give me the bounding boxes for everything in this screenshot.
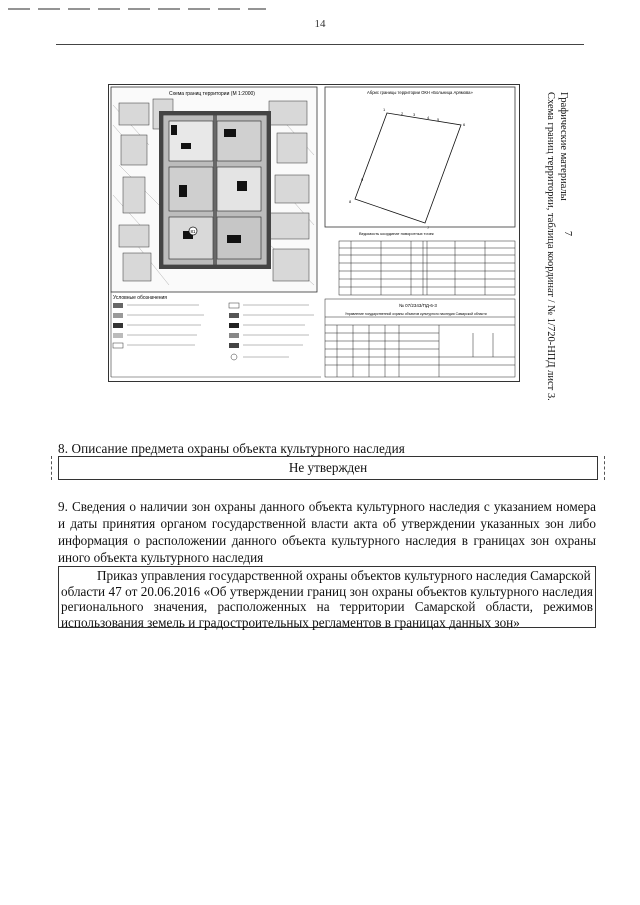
- section-8-heading: 8. Описание предмета охраны объекта культурного наследия: [58, 441, 405, 456]
- stamp-code: № 07/2343/ПД-6-3: [399, 303, 437, 308]
- section-8-value: Не утвержден: [288, 460, 368, 475]
- coords-table-title: Ведомость координат поворотных точек: [359, 231, 434, 236]
- svg-text:7: 7: [427, 225, 430, 230]
- section-9-value-line1: Приказ управления государственной охраны объектов культурного наследия Самарской: [97, 568, 591, 583]
- section-8-value-box: [58, 456, 598, 480]
- side-caption: [544, 92, 570, 401]
- svg-text:6: 6: [463, 122, 466, 127]
- box-edge-left: [51, 456, 58, 480]
- svg-text:1: 1: [383, 107, 386, 112]
- main-map-title: Схема границ территории (М 1:2000): [169, 91, 255, 97]
- svg-text:9: 9: [361, 177, 364, 182]
- inset-title: Абрис границы территории ОКН «Больница Арямова»: [367, 90, 473, 95]
- stamp-org: Управление государственной охраны объектов культурного наследия Самарской области: [345, 312, 487, 316]
- section-9-value-box: [58, 566, 596, 628]
- section-9-value-rest: области 47 от 20.06.2016 «Об утверждении границ зон охраны объектов культурного наследия регионального значения, расположенных на территории Самарской области, режимов использования земель и градостроительных регламентов в границах данных зон»: [61, 583, 593, 630]
- legend-title: Условные обозначения: [113, 295, 168, 301]
- svg-text:5: 5: [437, 117, 440, 122]
- page-number: 14: [314, 18, 326, 30]
- top-dash-marks: [8, 6, 268, 12]
- svg-text:4: 4: [427, 115, 430, 120]
- plan-svg: [109, 85, 519, 381]
- boundary-plan-drawing: [108, 84, 520, 382]
- side-page-mark: 7: [562, 231, 573, 236]
- svg-text:81: 81: [190, 229, 196, 234]
- section-9-heading: 9. Сведения о наличии зон охраны данного объекта культурного наследия с указанием номера и даты принятия органом государственной власти акта об утверждении указанных зон либо информация о расположении данного объекта культурного наследия в границах зон охраны иного объекта культурного наследия: [58, 499, 596, 565]
- box-edge-right: [598, 456, 605, 480]
- side-caption-line2: Схема границ территории, таблица координат / № 1/720-НПД лист 3.: [545, 92, 556, 401]
- svg-text:3: 3: [413, 112, 416, 117]
- svg-text:2: 2: [401, 111, 404, 116]
- svg-text:8: 8: [349, 199, 352, 204]
- side-caption-line1: Графические материалы: [558, 92, 569, 201]
- header-rule: [56, 44, 584, 45]
